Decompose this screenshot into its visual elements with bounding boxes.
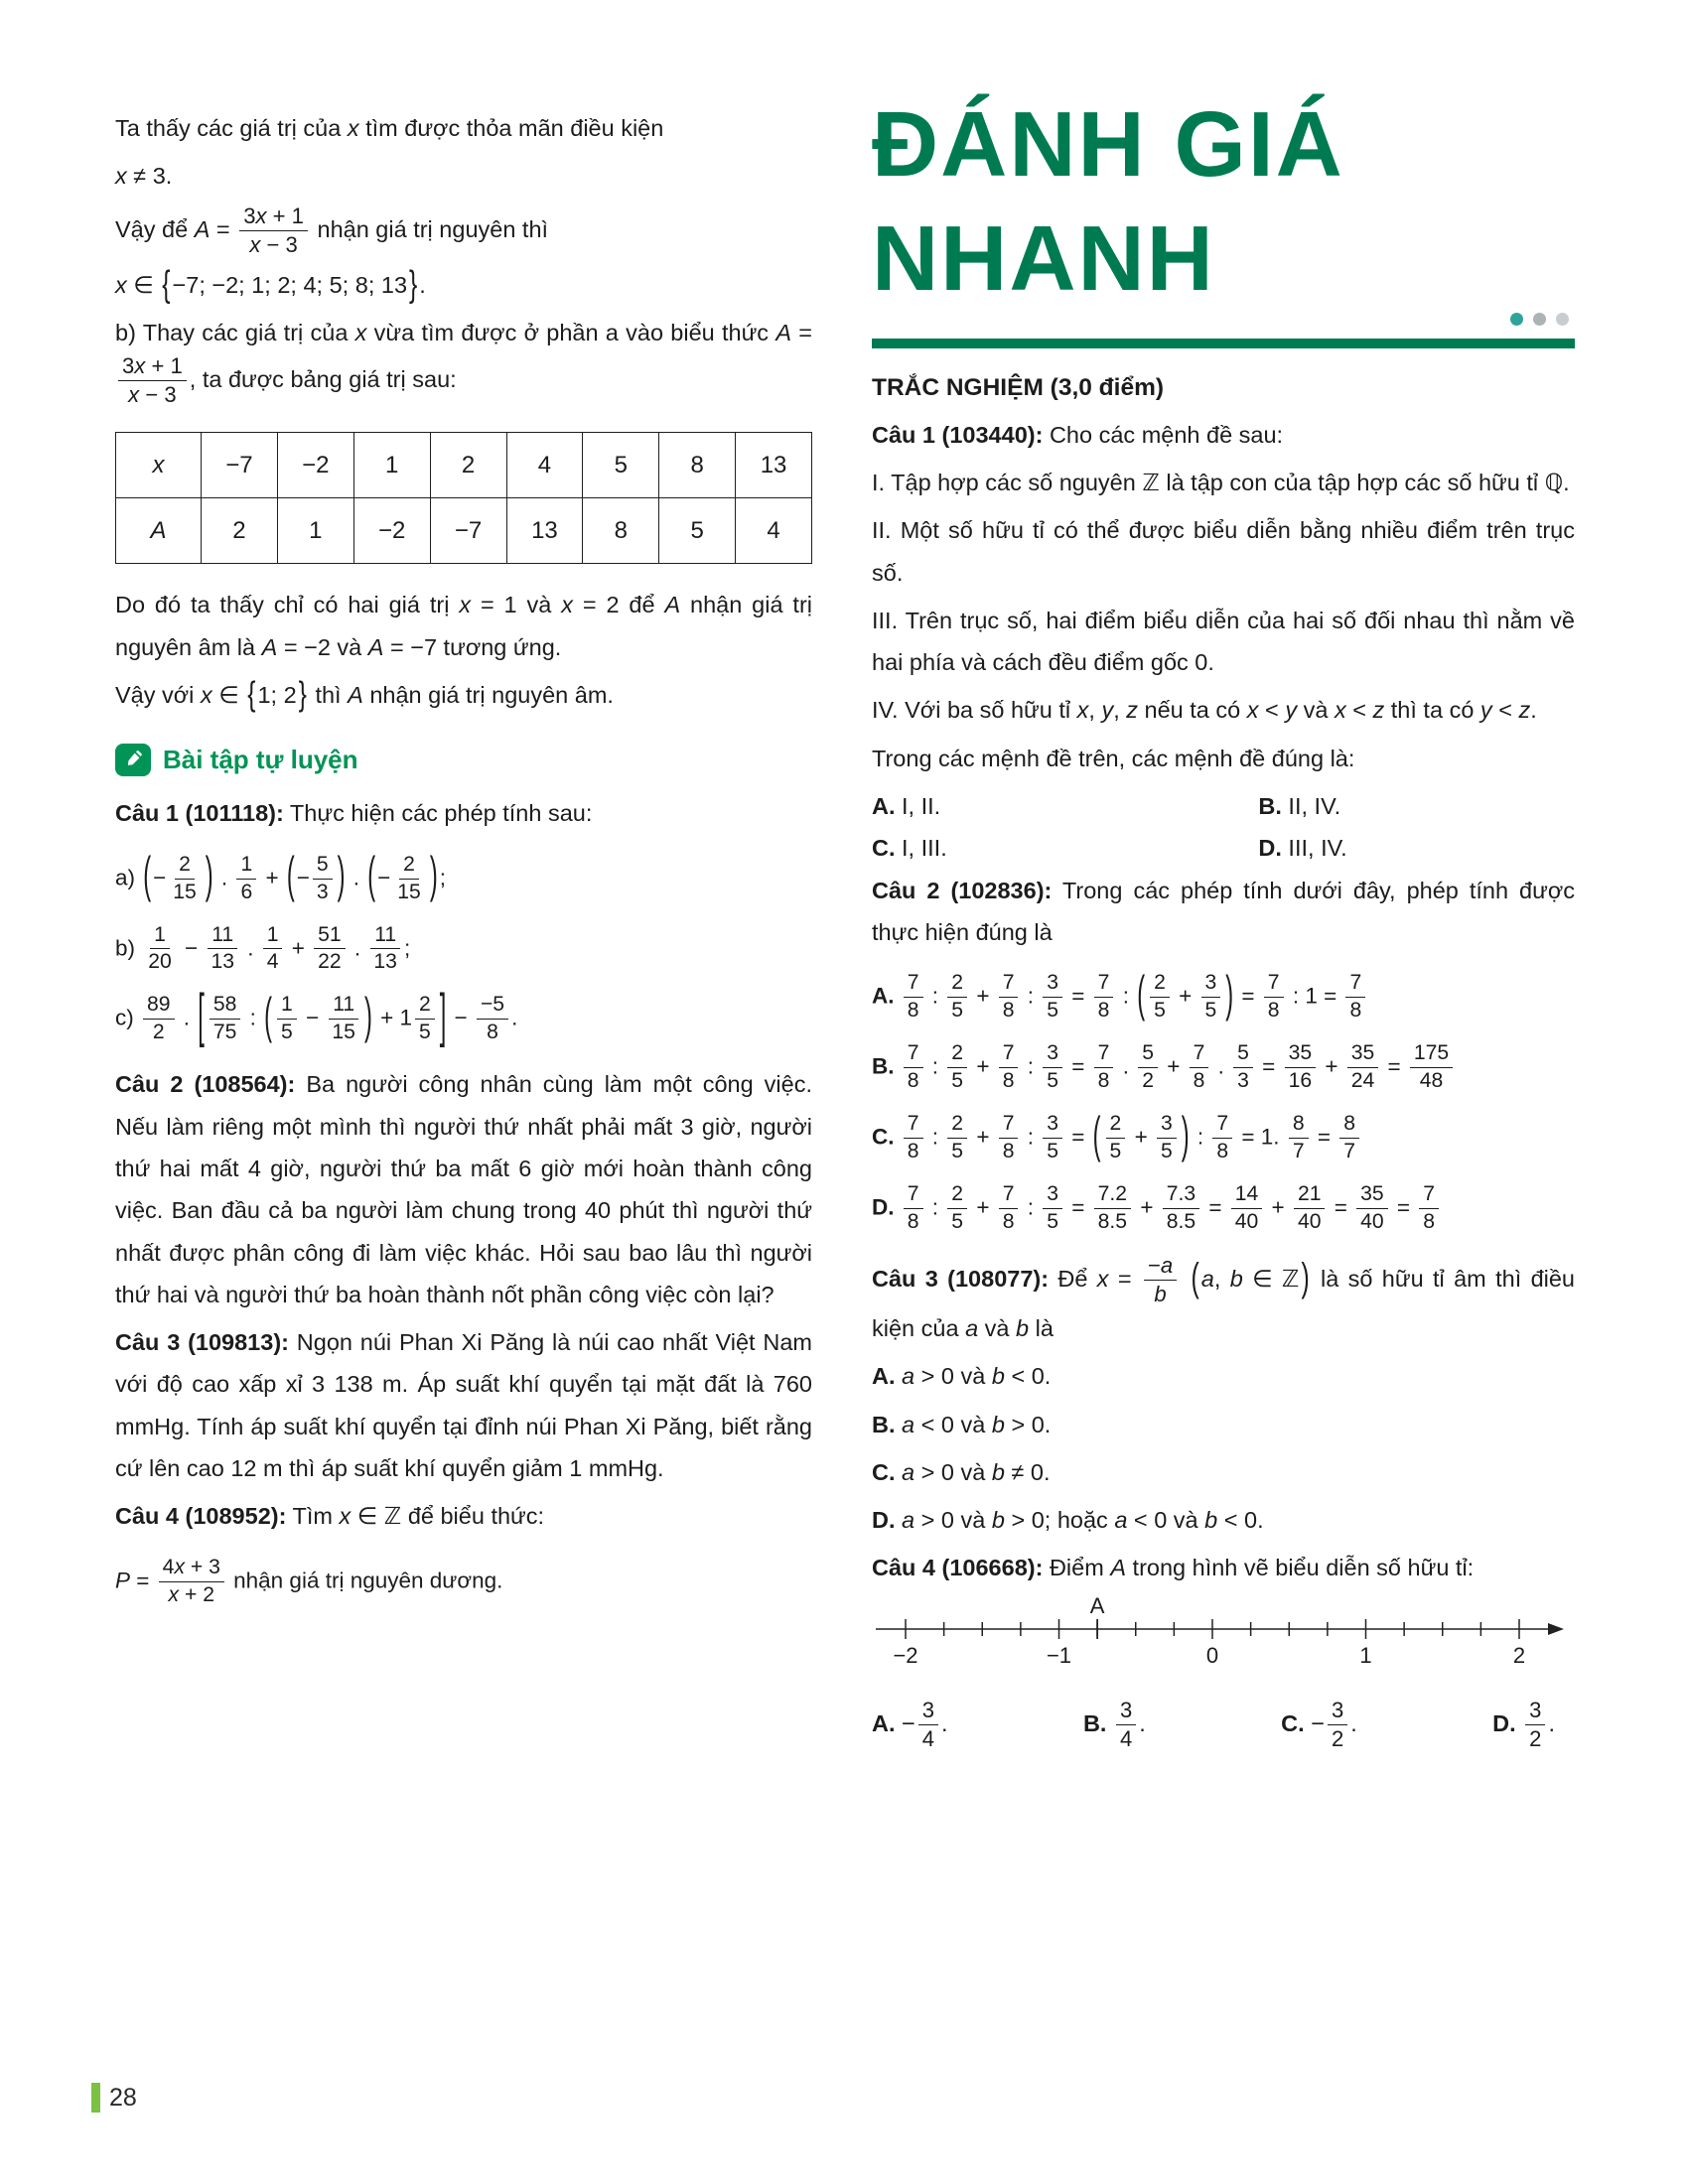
title-rule-wrap: [872, 339, 1575, 348]
svg-text:0: 0: [1205, 1642, 1219, 1668]
mcq-1-question: Trong các mệnh đề trên, các mệnh đề đúng là:: [872, 745, 1355, 771]
title-rule: [872, 339, 1575, 348]
mcq-4-heading: Câu 4 (106668): Điểm A trong hình vẽ biểu diễn số hữu tỉ:: [872, 1555, 1475, 1581]
mcq-2-heading: Câu 2 (102836): Trong các phép tính dưới đây, phép tính được thực hiện đúng là: [872, 877, 1575, 945]
mcq-4-options: [872, 1694, 1575, 1752]
table-cell: 4: [506, 433, 583, 498]
table-cell: 8: [583, 498, 659, 564]
solution-text-line1: Ta thấy các giá trị của x tìm được thỏa mãn điều kiện: [115, 115, 664, 141]
mcq-3-option-d: D. a > 0 và b > 0; hoặc a < 0 và b < 0.: [872, 1507, 1264, 1534]
table-cell: 1: [277, 498, 353, 564]
decorative-dots: [1510, 313, 1569, 326]
table-cell: 5: [659, 498, 736, 564]
statement-i: I. Tập hợp các số nguyên ℤ là tập con của tập hợp các số hữu tỉ ℚ.: [872, 469, 1570, 495]
mcq-2-option-b: B. $\frac{7}{8}$ : $\frac{2}{5}$ + $\frac{7}{8}$ : $\frac{3}{5}$ = $\frac{7}{8}$ . $\frac{5}{2}$ + $\frac{7}{8}$ . $\frac{5}{3}$ = $\frac{35}{16}$ + $\frac{35}{24}$ = $\frac{175}{48}$: [872, 1041, 1575, 1094]
option-d: D. $\frac{3}{2}$ .: [1492, 1697, 1555, 1751]
table-cell: x: [116, 433, 202, 498]
table-cell: A: [116, 498, 202, 564]
option-b: B. $\frac{3}{4}$ .: [1082, 1697, 1146, 1751]
option-d: D. III, IV.: [1258, 835, 1347, 862]
question-3-text: Câu 3 (109813): Ngọn núi Phan Xi Păng là núi cao nhất Việt Nam với độ cao xấp xỉ 3 138 m. Áp suất khí quyển tại mặt đất là 760 mmHg. Tính áp suất khí quyển tại đỉnh núi Phan Xi Păng, biết rằng cứ lên cao 12 m thì áp suất khí quyển giảm 1 mmHg.: [115, 1329, 813, 1482]
pen-icon: [115, 744, 151, 776]
svg-text:−1: −1: [1046, 1642, 1072, 1668]
mcq-1-heading: Câu 1 (103440): Cho các mệnh đề sau:: [872, 421, 1284, 448]
page-number: 28: [109, 2083, 137, 2112]
mcq-3-option-a: A. a > 0 và b < 0.: [872, 1363, 1052, 1390]
question-1-heading: Câu 1 (101118): Thực hiện các phép tính sau:: [115, 800, 593, 827]
left-column: [115, 107, 812, 1626]
solution-formula: Vậy để A = $\frac{3x + 1}{x - 3}$ nhận giá trị nguyên thì: [115, 203, 549, 257]
svg-text:2: 2: [1512, 1642, 1526, 1668]
svg-text:−2: −2: [893, 1642, 918, 1668]
question-1-item-a: a) (− $\frac{2}{15}$ ) . $\frac{1}{6}$ + (− $\frac{5}{3}$ ) . (− $\frac{2}{15}$ );: [115, 850, 446, 904]
quiz-section-label: TRẮC NGHIỆM (3,0 điểm): [872, 373, 1165, 401]
question-1-item-b: b) $\frac{1}{20}$ − $\frac{11}{13}$ . $\frac{1}{4}$ + $\frac{51}{22}$ . $\frac{11}{13}$ ;: [115, 922, 411, 974]
conclusion-set: Vậy với x ∈ {1; 2} thì A nhận giá trị nguyên âm.: [115, 676, 614, 715]
statement-iv: IV. Với ba số hữu tỉ x, y, z nếu ta có x < y và x < z thì ta có y < z.: [872, 697, 1537, 724]
table-cell: −7: [430, 498, 506, 564]
mcq-2-option-a: A. $\frac{7}{8}$ : $\frac{2}{5}$ + $\frac{7}{8}$ : $\frac{3}{5}$ = $\frac{7}{8}$ : ( $\frac{2}{5}$ + $\frac{3}{5}$ ) = $\frac{7}{8}$ : 1 = $\frac{7}{8}$: [872, 971, 1575, 1024]
page-title-line2: NHANH: [872, 206, 1215, 311]
table-cell: −2: [277, 433, 353, 498]
option-c: C. − $\frac{3}{2}$ .: [1281, 1697, 1357, 1751]
mcq-2-option-d: D. $\frac{7}{8}$ : $\frac{2}{5}$ + $\frac{7}{8}$ : $\frac{3}{5}$ = $\frac{7.2}{8.5}$ + $\frac{7.3}{8.5}$ = $\frac{14}{40}$ + $\frac{21}{40}$ = $\frac{35}{40}$ = $\frac{7}{8}$: [872, 1182, 1575, 1235]
page-footer: [91, 2083, 137, 2113]
table-cell: −2: [353, 498, 430, 564]
table-cell: 4: [736, 498, 812, 564]
section-heading-label: Bài tập tự luyện: [163, 745, 358, 775]
section-heading-practice: [115, 744, 812, 776]
table-row-x: [116, 433, 812, 498]
question-4-formula: P = $\frac{4x + 3}{x + 2}$ nhận giá trị nguyên dương.: [115, 1555, 503, 1606]
question-1-item-c: c) $\frac{89}{2}$ . [ $\frac{58}{75}$ : ( $\frac{1}{5}$ − $\frac{11}{15}$ ) + 1 $\frac{2}{5}$ ] − $\frac{-5}{8}$ .: [115, 985, 518, 1050]
table-cell: −7: [202, 433, 278, 498]
solution-text-line2: x ≠ 3.: [115, 163, 173, 190]
option-a: A. I, II.: [872, 793, 941, 819]
page-title-block: [872, 87, 1575, 348]
conclusion-text: Do đó ta thấy chỉ có hai giá trị x = 1 và x = 2 để A nhận giá trị nguyên âm là A = −2 và A = −7 tương ứng.: [115, 592, 812, 660]
svg-text:A: A: [1089, 1594, 1105, 1618]
option-b: B. II, IV.: [1258, 793, 1341, 819]
mcq-1-options: [872, 785, 1575, 870]
table-cell: 5: [583, 433, 659, 498]
statement-iii: III. Trên trục số, hai điểm biểu diễn của hai số đối nhau thì nằm về hai phía và cách đều điểm gốc 0.: [872, 607, 1575, 676]
table-cell: 13: [506, 498, 583, 564]
svg-text:1: 1: [1359, 1642, 1372, 1668]
table-cell: 1: [353, 433, 430, 498]
light-gray-dot-icon: [1556, 313, 1569, 326]
number-line-figure: [872, 1595, 1567, 1681]
question-2-text: Câu 2 (108564): Ba người công nhân cùng làm một công việc. Nếu làm riêng một mình thì người thứ nhất phải mất 3 giờ, người thứ hai mất 4 giờ, người thứ ba mất 6 giờ mới hoàn thành công việc. Ban đầu cả ba người làm chung trong 40 phút thì người thứ nhất được phân công đi làm việc khác. Hỏi sau bao lâu thì người thứ hai và người thứ ba hoàn thành nốt phần công việc còn lại?: [115, 1071, 812, 1307]
table-cell: 2: [202, 498, 278, 564]
mcq-3-option-b: B. a < 0 và b > 0.: [872, 1411, 1052, 1437]
gray-dot-icon: [1533, 313, 1546, 326]
table-cell: 8: [659, 433, 736, 498]
part-b-text: b) Thay các giá trị của x vừa tìm được ở phần a vào biểu thức A = $\frac{3x + 1}{x - 3}$ , ta được bảng giá trị sau:: [115, 320, 812, 408]
footer-accent-bar: [91, 2083, 100, 2113]
right-column: [872, 87, 1575, 1752]
solution-set: x ∈ {−7; −2; 1; 2; 4; 5; 8; 13}.: [115, 265, 426, 306]
statement-ii: II. Một số hữu tỉ có thể được biểu diễn bằng nhiều điểm trên trục số.: [872, 517, 1575, 586]
question-4-heading: Câu 4 (108952): Tìm x ∈ ℤ để biểu thức:: [115, 1503, 545, 1530]
teal-dot-icon: [1510, 313, 1523, 326]
option-c: C. I, III.: [872, 835, 947, 862]
page-title-line1: ĐÁNH GIÁ: [872, 92, 1344, 196]
value-table: [115, 432, 812, 564]
table-cell: 2: [430, 433, 506, 498]
table-cell: 13: [736, 433, 812, 498]
mcq-2-option-c: C. $\frac{7}{8}$ : $\frac{2}{5}$ + $\frac{7}{8}$ : $\frac{3}{5}$ = ( $\frac{2}{5}$ + $\frac{3}{5}$ ) : $\frac{7}{8}$ = 1. $\frac{8}{7}$ = $\frac{8}{7}$: [872, 1112, 1575, 1164]
table-row-a: [116, 498, 812, 564]
mcq-3-heading: Câu 3 (108077): Để x = $\frac{-a}{b}$ (a, b ∈ ℤ) là số hữu tỉ âm thì điều kiện của a và b là: [872, 1252, 1576, 1341]
option-a: A. − $\frac{3}{4}$ .: [872, 1697, 948, 1751]
mcq-3-option-c: C. a > 0 và b ≠ 0.: [872, 1458, 1051, 1485]
